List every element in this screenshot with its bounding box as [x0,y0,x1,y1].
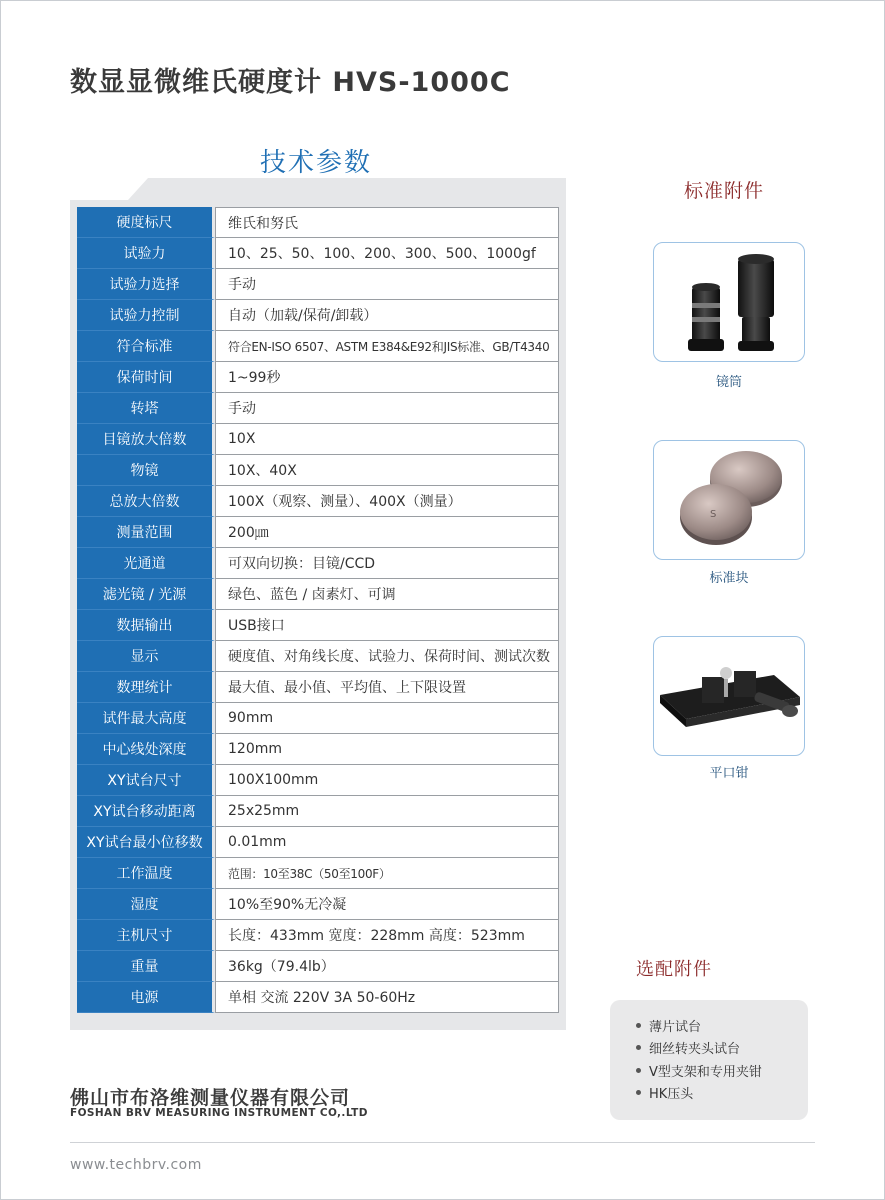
spec-row [77,548,559,579]
spec-value: 自动（加载/保荷/卸载） [215,300,559,331]
svg-text:S: S [710,509,717,520]
spec-row [77,765,559,796]
website-link[interactable]: www.techbrv.com [70,1157,202,1173]
spec-label: 硬度标尺 [77,207,215,238]
spec-value: 120mm [215,734,559,765]
spec-value: 可双向切换：目镜/CCD [215,548,559,579]
standard-accessories-title: 标准附件 [684,180,765,202]
spec-row [77,455,559,486]
spec-label: 电源 [77,982,215,1013]
footer-divider [70,1142,815,1143]
spec-panel [70,178,566,1030]
spec-value: 36kg（79.4lb） [215,951,559,982]
spec-label: 光通道 [77,548,215,579]
spec-row [77,238,559,269]
section-title: 技术参数 [260,148,373,178]
company-name-en: FOSHAN BRV MEASURING INSTRUMENT CO,.LTD [70,1107,368,1119]
spec-label: 试验力控制 [77,300,215,331]
spec-value: 10%至90%无冷凝 [215,889,559,920]
spec-label: 目镜放大倍数 [77,424,215,455]
spec-value: 200㎛ [215,517,559,548]
spec-row [77,889,559,920]
spec-label: 试验力选择 [77,269,215,300]
spec-row [77,982,559,1013]
spec-value: 10X [215,424,559,455]
spec-value: 手动 [215,269,559,300]
spec-label: 数理统计 [77,672,215,703]
spec-value: 手动 [215,393,559,424]
spec-row [77,269,559,300]
spec-label: XY试台尺寸 [77,765,215,796]
bullet-icon [636,1068,641,1073]
accessory-label: 平口钳 [709,766,749,781]
spec-value: 单相 交流 220V 3A 50-60Hz [215,982,559,1013]
eyepiece-tube-icon [654,243,805,362]
spec-label: 数据输出 [77,610,215,641]
spec-label: 保荷时间 [77,362,215,393]
optional-accessory-item: 薄片试台 [636,1014,808,1037]
spec-label: 显示 [77,641,215,672]
spec-label: 符合标准 [77,331,215,362]
accessory-label: 镜筒 [715,375,742,390]
spec-row [77,579,559,610]
spec-row [77,858,559,889]
spec-row [77,734,559,765]
spec-label: 测量范围 [77,517,215,548]
spec-label: 试验力 [77,238,215,269]
spec-label: 试件最大高度 [77,703,215,734]
accessory-card-vise [653,636,805,756]
optional-accessory-item: HK压头 [636,1082,808,1105]
test-block-icon [654,441,805,560]
accessory-card-eyepiece-tube [653,242,805,362]
spec-label: 工作温度 [77,858,215,889]
optional-accessories-list [610,1000,808,1120]
spec-value: 符合EN-ISO 6507、ASTM E384&E92和JIS标准、GB/T4340 [215,331,559,362]
spec-row [77,703,559,734]
optional-accessories-title: 选配附件 [636,959,712,980]
spec-row [77,951,559,982]
page-title: 数显显微维氏硬度计 HVS-1000C [70,67,511,98]
spec-row [77,486,559,517]
spec-label: 转塔 [77,393,215,424]
spec-row [77,920,559,951]
bullet-icon [636,1090,641,1095]
spec-value: 范围：10至38C（50至100F） [215,858,559,889]
spec-label: 滤光镜 / 光源 [77,579,215,610]
spec-value: USB接口 [215,610,559,641]
spec-row [77,827,559,858]
company-name-cn: 佛山市布洛维测量仪器有限公司 [70,1087,351,1109]
spec-value: 长度：433mm 宽度：228mm 高度：523mm [215,920,559,951]
spec-value: 维氏和努氏 [215,207,559,238]
spec-label: 物镜 [77,455,215,486]
spec-value: 1~99秒 [215,362,559,393]
spec-label: XY试台最小位移数 [77,827,215,858]
spec-value: 10X、40X [215,455,559,486]
accessory-card-test-block [653,440,805,560]
spec-row [77,796,559,827]
accessory-label: 标准块 [709,571,749,586]
spec-row [77,207,559,238]
spec-value: 绿色、蓝色 / 卤素灯、可调 [215,579,559,610]
spec-label: 主机尺寸 [77,920,215,951]
spec-row [77,331,559,362]
spec-row [77,641,559,672]
spec-value: 10、25、50、100、200、300、500、1000gf [215,238,559,269]
optional-accessory-item: 细丝转夹头试台 [636,1037,808,1060]
spec-row [77,672,559,703]
spec-value: 100X100mm [215,765,559,796]
spec-label: 中心线处深度 [77,734,215,765]
spec-row [77,393,559,424]
spec-table [77,207,559,1013]
spec-label: 重量 [77,951,215,982]
spec-row [77,362,559,393]
spec-row [77,424,559,455]
spec-row [77,517,559,548]
vise-icon [654,637,805,756]
spec-value: 25x25mm [215,796,559,827]
spec-value: 硬度值、对角线长度、试验力、保荷时间、测试次数 [215,641,559,672]
spec-value: 0.01mm [215,827,559,858]
spec-value: 100X（观察、测量）、400X（测量） [215,486,559,517]
bullet-icon [636,1023,641,1028]
spec-row [77,610,559,641]
spec-label: 总放大倍数 [77,486,215,517]
optional-accessory-item: V型支架和专用夹钳 [636,1059,808,1082]
spec-value: 90mm [215,703,559,734]
spec-label: 湿度 [77,889,215,920]
spec-label: XY试台移动距离 [77,796,215,827]
spec-value: 最大值、最小值、平均值、上下限设置 [215,672,559,703]
spec-row [77,300,559,331]
bullet-icon [636,1045,641,1050]
